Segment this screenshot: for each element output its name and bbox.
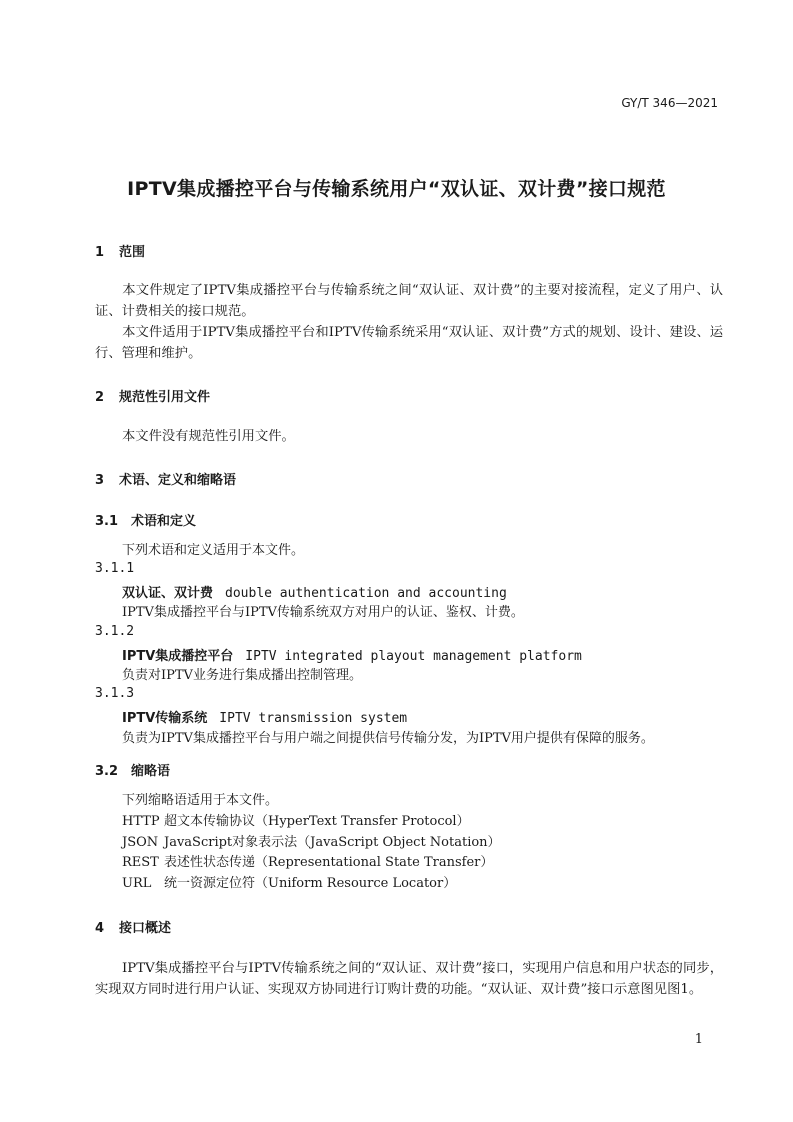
abbreviation-key: URL [122,876,152,891]
paragraph-text: 本文件没有规范性引用文件。 [122,429,295,444]
paragraph-text: 本文件适用于IPTV集成播控平台和IPTV传输系统采用“双认证、双计费”方式的规划、设计、建设、运行、管理和维护。 [95,325,723,361]
section-number: 3 [95,473,105,488]
term-definition: IPTV集成播控平台与IPTV传输系统双方对用户的认证、鉴权、计费。 [122,605,524,620]
abbreviation-desc: 统一资源定位符（Uniform Resource Locator） [164,876,457,891]
term-en: IPTV integrated playout management platform [245,649,582,664]
subsection-3-1-heading [95,510,196,529]
term-en: double authentication and accounting [225,586,507,601]
abbreviation-key: HTTP [122,814,160,829]
section-4-heading [95,917,171,936]
section-1-paragraph-1 [95,280,723,322]
section-title: 规范性引用文件 [119,390,211,405]
abbreviation-desc: JavaScript对象表示法（JavaScript Object Notation） [164,835,501,850]
section-title: 术语、定义和缩略语 [119,473,237,488]
section-2-heading [95,386,210,405]
section-number: 4 [95,921,105,936]
term-number: 3.1.3 [95,686,135,701]
section-1-heading [95,241,145,260]
subsection-title: 术语和定义 [131,514,197,529]
document-title: IPTV集成播控平台与传输系统用户“双认证、双计费”接口规范 [127,178,666,200]
term-zh: 双认证、双计费 [122,586,214,601]
term-en: IPTV transmission system [219,711,408,726]
section-4-paragraph-1 [95,958,723,1000]
abbreviation-row [122,811,470,833]
abbreviation-row [122,873,456,895]
subsection-3-1-intro: 下列术语和定义适用于本文件。 [122,543,305,558]
section-title: 接口概述 [119,921,172,936]
abbreviation-row [122,832,501,854]
subsection-title: 缩略语 [131,764,171,779]
page-number: 1 [694,1032,703,1047]
paragraph-text: 本文件规定了IPTV集成播控平台与传输系统之间“双认证、双计费”的主要对接流程，定义了用户、认证、计费相关的接口规范。 [95,283,723,319]
term-number: 3.1.1 [95,561,135,576]
subsection-number: 3.2 [95,764,119,779]
section-number: 1 [95,245,105,260]
term-number: 3.1.2 [95,624,135,639]
section-1-paragraph-2 [95,322,723,364]
section-2-paragraph-1 [95,426,723,447]
term-entry [122,707,407,726]
subsection-3-2-heading [95,760,170,779]
section-3-heading [95,469,236,488]
term-entry [122,582,507,601]
abbreviation-desc: 表述性状态传递（Representational State Transfer） [164,855,494,870]
term-zh: IPTV集成播控平台 [122,649,234,664]
abbreviation-key: REST [122,855,159,870]
section-number: 2 [95,390,105,405]
section-title: 范围 [119,245,146,260]
subsection-number: 3.1 [95,514,119,529]
subsection-3-2-intro: 下列缩略语适用于本文件。 [122,793,279,808]
abbreviation-desc: 超文本传输协议（HyperText Transfer Protocol） [164,814,470,829]
term-definition: 负责为IPTV集成播控平台与用户端之间提供信号传输分发，为IPTV用户提供有保障的服务。 [122,731,654,746]
term-entry [122,645,582,664]
term-definition: 负责对IPTV业务进行集成播出控制管理。 [122,668,362,683]
paragraph-text: IPTV集成播控平台与IPTV传输系统之间的“双认证、双计费”接口，实现用户信息和用户状态的同步，实现双方同时进行用户认证、实现双方协同进行订购计费的功能。“双认证、双计费”接口示意图见图1。 [95,961,723,997]
standard-number: GY/T 346—2021 [621,96,718,110]
term-zh: IPTV传输系统 [122,711,208,726]
abbreviation-key: JSON [122,835,159,850]
abbreviation-row [122,852,493,874]
